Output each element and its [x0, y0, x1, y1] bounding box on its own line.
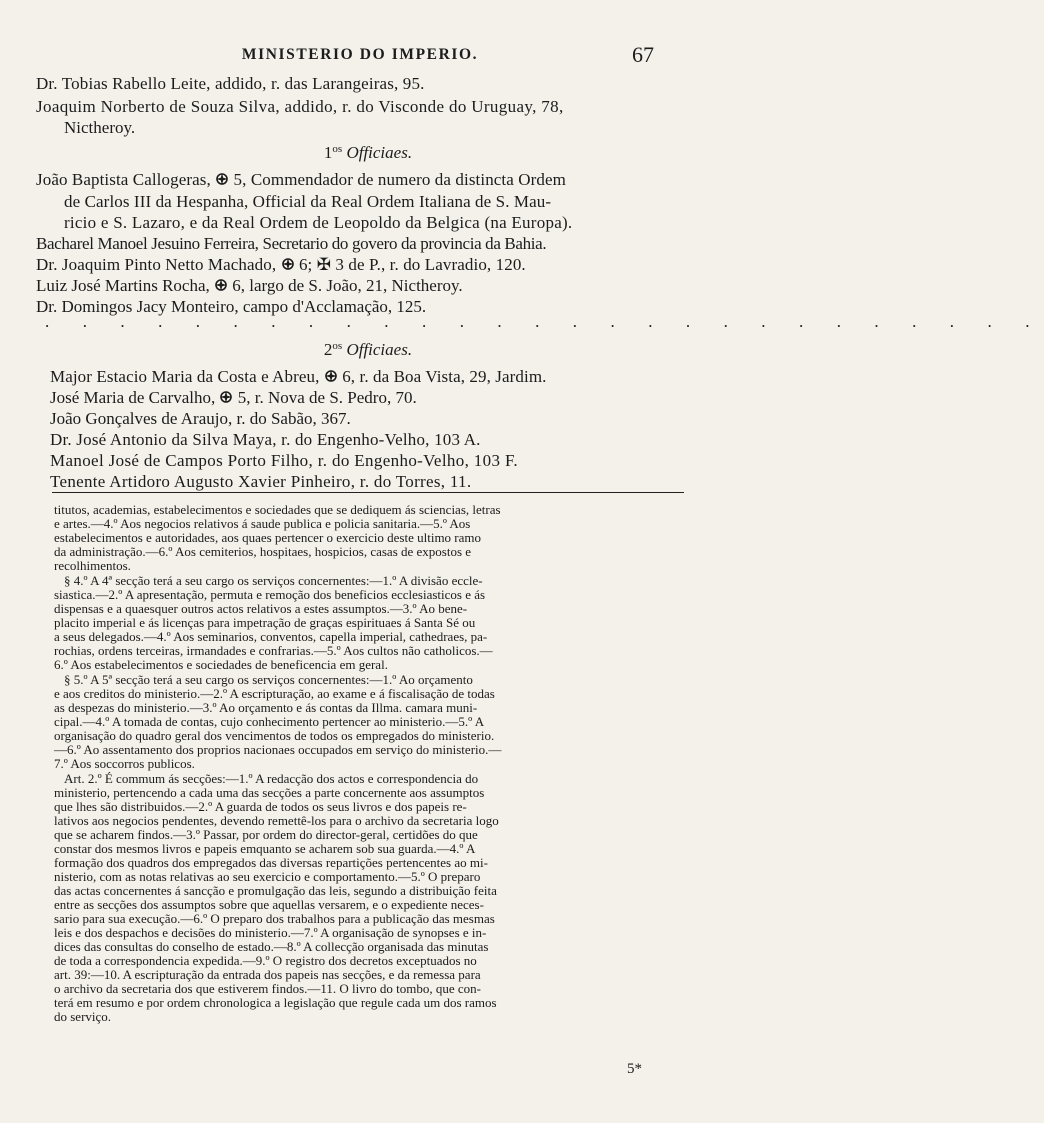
official-line: Bacharel Manoel Jesuino Ferreira, Secretario do govero da provincia da Bahia.: [36, 234, 547, 253]
footnote-line: ministerio, pertencendo a cada uma das secções a parte concernente aos assumptos: [54, 785, 485, 800]
heading-number: 2: [323, 340, 333, 359]
heading-word: Officiaes.: [346, 143, 413, 162]
section-divider: [52, 492, 684, 493]
page-header: [0, 42, 736, 68]
entry-line: Nictheroy.: [64, 118, 136, 137]
footnote-line: rochias, ordens terceiras, irmandades e confrarias.—5.º Aos cultos não catholicos.—: [54, 643, 493, 658]
footnote-line: organisação do quadro geral dos vencimentos de todos os empregados do ministerio.: [54, 728, 495, 743]
footnote-line: do serviço.: [54, 1009, 112, 1024]
official-line: Major Estacio Maria da Costa e Abreu, 6, r. da Boa Vista, 29, Jardim.: [50, 367, 547, 386]
footnote-line: dispensas e a quaesquer outros actos relativos a estes assumptos.—3.º Ao bene-: [54, 601, 468, 616]
footnote-line: formação dos quadros dos empregados das diversas repartições pertencentes ao mi-: [54, 855, 488, 870]
heading-ordinal: os: [332, 143, 343, 155]
footnote-line: lativos aos negocios pendentes, devendo remettê-los para o archivo da secretaria logo: [54, 813, 499, 828]
footnote-line: terá em resumo e por ordem chronologica a legislação que regule cada um dos ramos: [54, 995, 497, 1010]
footnote-line: recolhimentos.: [54, 558, 131, 573]
footnote-line: as despezas do ministerio.—3.º Ao orçamento e ás contas da Illma. camara muni-: [54, 700, 478, 715]
official-line: Tenente Artidoro Augusto Xavier Pinheiro, r. do Torres, 11.: [50, 472, 472, 491]
footnote-line: que se acharem findos.—3.º Passar, por ordem do director-geral, certidões do que: [54, 827, 478, 842]
heading-word: Officiaes.: [346, 340, 413, 359]
footnote-line: que lhes são distribuidos.—2.º A guarda de todos os seus livros e dos papeis re-: [54, 799, 467, 814]
entry-line: Joaquim Norberto de Souza Silva, addido, r. do Visconde do Uruguay, 78,: [36, 97, 564, 116]
footnote-line: § 5.º A 5ª secção terá a seu cargo os serviços concernentes:—1.º Ao orçamento: [64, 672, 473, 687]
official-line: Manoel José de Campos Porto Filho, r. do Engenho-Velho, 103 F.: [50, 451, 518, 470]
footnote-line: § 4.º A 4ª secção terá a seu cargo os serviços concernentes:—1.º A divisão eccle-: [64, 573, 483, 588]
order-insignia-icon: [214, 278, 228, 292]
footnote-line: siastica.—2.º A apresentação, permuta e remoção dos beneficios ecclesiasticos e ás: [54, 587, 486, 602]
order-insignia-icon: [219, 390, 233, 404]
official-line: ricio e S. Lazaro, e da Real Ordem de Leopoldo da Belgica (na Europa).: [64, 213, 573, 232]
footnote-line: a seus delegados.—4.º Aos seminarios, conventos, capella imperial, cathedraes, pa-: [54, 629, 488, 644]
official-line: Dr. José Antonio da Silva Maya, r. do Engenho-Velho, 103 A.: [50, 430, 481, 449]
footnote-line: —6.º Ao assentamento dos proprios nacionaes occupados em serviço do ministerio.—: [54, 742, 502, 757]
page-title: MINISTERIO DO IMPERIO.: [241, 46, 479, 63]
official-line: José Maria de Carvalho, 5, r. Nova de S. Pedro, 70.: [50, 388, 417, 407]
footnote-line: entre as secções dos assumptos sobre que aquellas versarem, e o expediente neces-: [54, 897, 484, 912]
footnote-line: dices das consultas do conselho de estado.—8.º A collecção organisada das minutas: [54, 939, 489, 954]
footnote-line: nisterio, com as notas relativas ao seu exercicio e comportamento.—5.º O preparo: [54, 869, 481, 884]
footnote-line: das actas concernentes á sancção e promulgação das leis, segundo a distribuição feita: [54, 883, 497, 898]
heading-number: 1: [323, 143, 333, 162]
footnote-line: sario para sua execução.—6.º O preparo dos trabalhos para a publicação das mesmas: [54, 911, 495, 926]
footnote-line: e aos creditos do ministerio.—2.º A escripturação, ao exame e á fiscalisação de todas: [54, 686, 495, 701]
order-insignia-icon: [324, 369, 338, 383]
footnote-line: da administração.—6.º Aos cemiterios, hospitaes, hospicios, casas de expostos e: [54, 544, 472, 559]
official-line: de Carlos III da Hespanha, Official da Real Ordem Italiana de S. Mau-: [64, 192, 552, 211]
footnote-line: cipal.—4.º A tomada de contas, cujo conhecimento pertencer ao ministerio.—5.º A: [54, 714, 485, 729]
footnote-line: 6.º Aos estabelecimentos e sociedades de beneficencia em geral.: [54, 657, 388, 672]
official-line: João Gonçalves de Araujo, r. do Sabão, 367.: [50, 409, 351, 428]
footnote-line: art. 39:—10. A escripturação da entrada dos papeis nas secções, e da remessa para: [54, 967, 481, 982]
section-heading-second-officials: [0, 340, 736, 360]
footnote-line: 7.º Aos soccorros publicos.: [54, 756, 195, 771]
page-number: 67: [632, 42, 654, 67]
footnote-line: placito imperial e ás licenças para impetração de graças espirituaes á Santa Sé ou: [54, 615, 476, 630]
order-insignia-icon: [281, 257, 295, 271]
footnote-line: leis e dos despachos e decisões do ministerio.—7.º A organisação de synopses e in-: [54, 925, 487, 940]
order-insignia-icon: [215, 172, 229, 186]
section-heading-first-officials: [0, 143, 736, 163]
footnote-line: Art. 2.º É commum ás secções:—1.º A redacção dos actos e correspondencia do: [64, 771, 479, 786]
footnote-line: constar dos mesmos livros e papeis emquanto se acharem sob sua guarda.—4.º A: [54, 841, 476, 856]
entry-line: Dr. Tobias Rabello Leite, addido, r. das Larangeiras, 95.: [36, 74, 425, 93]
official-line: João Baptista Callogeras, 5, Commendador de numero da distincta Ordem: [36, 170, 566, 189]
footnote-line: de toda a correspondencia expedida.—9.º O registro dos decretos exceptuados no: [54, 953, 477, 968]
footnote-line: estabelecimentos e autoridades, aos quaes pertencer o exercicio deste ultimo ramo: [54, 530, 482, 545]
official-line: Luiz José Martins Rocha, 6, largo de S. João, 21, Nictheroy.: [36, 276, 463, 295]
footnote-line: o archivo da secretaria dos que estiverem findos.—11. O livro do tombo, que con-: [54, 981, 481, 996]
official-line: Dr. Domingos Jacy Monteiro, campo d'Acclamação, 125.: [36, 297, 427, 316]
footnote-line: e artes.—4.º Aos negocios relativos á saude publica e policia sanitaria.—5.º Aos: [54, 516, 471, 531]
official-line: Dr. Joaquim Pinto Netto Machado, 6; ✠ 3 de P., r. do Lavradio, 120.: [36, 255, 526, 274]
signature-mark: 5*: [627, 1061, 642, 1077]
heading-ordinal: os: [332, 340, 343, 352]
ellipsis-dots: . . . . . . . . . . . . . . . . . . . . . . . . . . .: [45, 312, 1044, 331]
footnote-line: titutos, academias, estabelecimentos e sociedades que se dediquem ás sciencias, letras: [54, 502, 501, 517]
